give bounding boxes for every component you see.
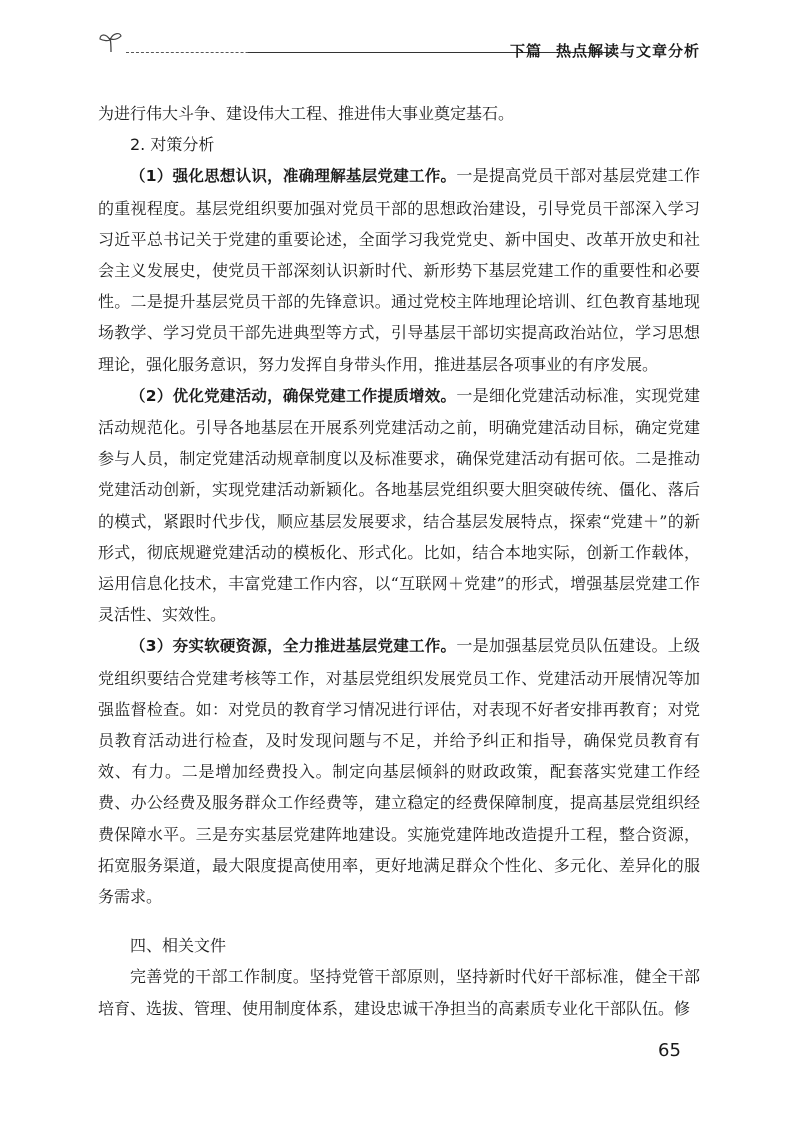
paragraph-point-2 bbox=[98, 380, 700, 631]
running-header bbox=[98, 28, 700, 68]
point-1-lead: （1）强化思想认识，准确理解基层党建工作。 bbox=[130, 167, 457, 186]
point-1-body: 一是提高党员干部对基层党建工作的重视程度。基层党组织要加强对党员干部的思想政治建设，引导党员干部深入学习习近平总书记关于党建的重要论述，全面学习我党党史、新中国史、改革开放史和社会主义发展史，使党员干部深刻认识新时代、新形势下基层党建工作的重要性和必要性。二是提升基层党员干部的先锋意识。通过党校主阵地理论培训、红色教育基地现场教学、学习党员干部先进典型等方式，引导基层干部切实提高政治站位，学习思想理论，强化服务意识，努力发挥自身带头作用，推进基层各项事业的有序发展。 bbox=[98, 166, 700, 374]
header-title bbox=[510, 40, 700, 61]
subheading-countermeasures: 2. 对策分析 bbox=[130, 135, 215, 155]
header-part: 下篇 bbox=[509, 42, 542, 60]
paragraph-continued: 为进行伟大斗争、建设伟大工程、推进伟大事业奠定基石。 bbox=[98, 104, 515, 123]
section-heading-related-documents: 四、相关文件 bbox=[130, 936, 227, 956]
sprout-icon bbox=[98, 30, 124, 54]
point-3-body: 一是加强基层党员队伍建设。上级党组织要结合党建考核等工作，对基层党组织发展党员工作、党建活动开展情况等加强监督检查。如：对党员的教育学习情况进行评估，对表现不好者安排再教育；对党员教育活动进行检查，及时发现问题与不足，并给予纠正和指导，确保党员教育有效、有力。二是增加经费投入。制定向基层倾斜的财政政策，配套落实党建工作经费、办公经费及服务群众工作经费等，建立稳定的经费保障制度，提高基层党组织经费保障水平。三是夯实基层党建阵地建设。实施党建阵地改造提升工程，整合资源，拓宽服务渠道，最大限度提高使用率，更好地满足群众个性化、多元化、差异化的服务需求。 bbox=[98, 636, 700, 907]
point-2-lead: （2）优化党建活动，确保党建工作提质增效。 bbox=[130, 386, 457, 405]
body-text bbox=[98, 98, 700, 1024]
point-3-lead: （3）夯实软硬资源，全力推进基层党建工作。 bbox=[130, 637, 457, 656]
page-number: 65 bbox=[658, 1040, 681, 1061]
paragraph-point-3 bbox=[98, 630, 700, 912]
paragraph-related-documents: 完善党的干部工作制度。坚持党管干部原则，坚持新时代好干部标准，健全干部培育、选拔、管理、使用制度体系，建设忠诚干净担当的高素质专业化干部队伍。修 bbox=[98, 967, 700, 1018]
paragraph-point-1 bbox=[98, 160, 700, 379]
point-2-body: 一是细化党建活动标准，实现党建活动规范化。引导各地基层在开展系列党建活动之前，明确党建活动目标，确定党建参与人员，制定党建活动规章制度以及标准要求，确保党建活动有据可依。二是推动党建活动创新，实现党建活动新颖化。各地基层党组织要大胆突破传统、僵化、落后的模式，紧跟时代步伐，顺应基层发展要求，结合基层发展特点，探索“党建＋”的新形式，彻底规避党建活动的模板化、形式化。比如，结合本地实际，创新工作载体，运用信息化技术，丰富党建工作内容，以“互联网＋党建”的形式，增强基层党建工作灵活性、实效性。 bbox=[98, 385, 700, 625]
header-section: 热点解读与文章分析 bbox=[555, 42, 700, 60]
